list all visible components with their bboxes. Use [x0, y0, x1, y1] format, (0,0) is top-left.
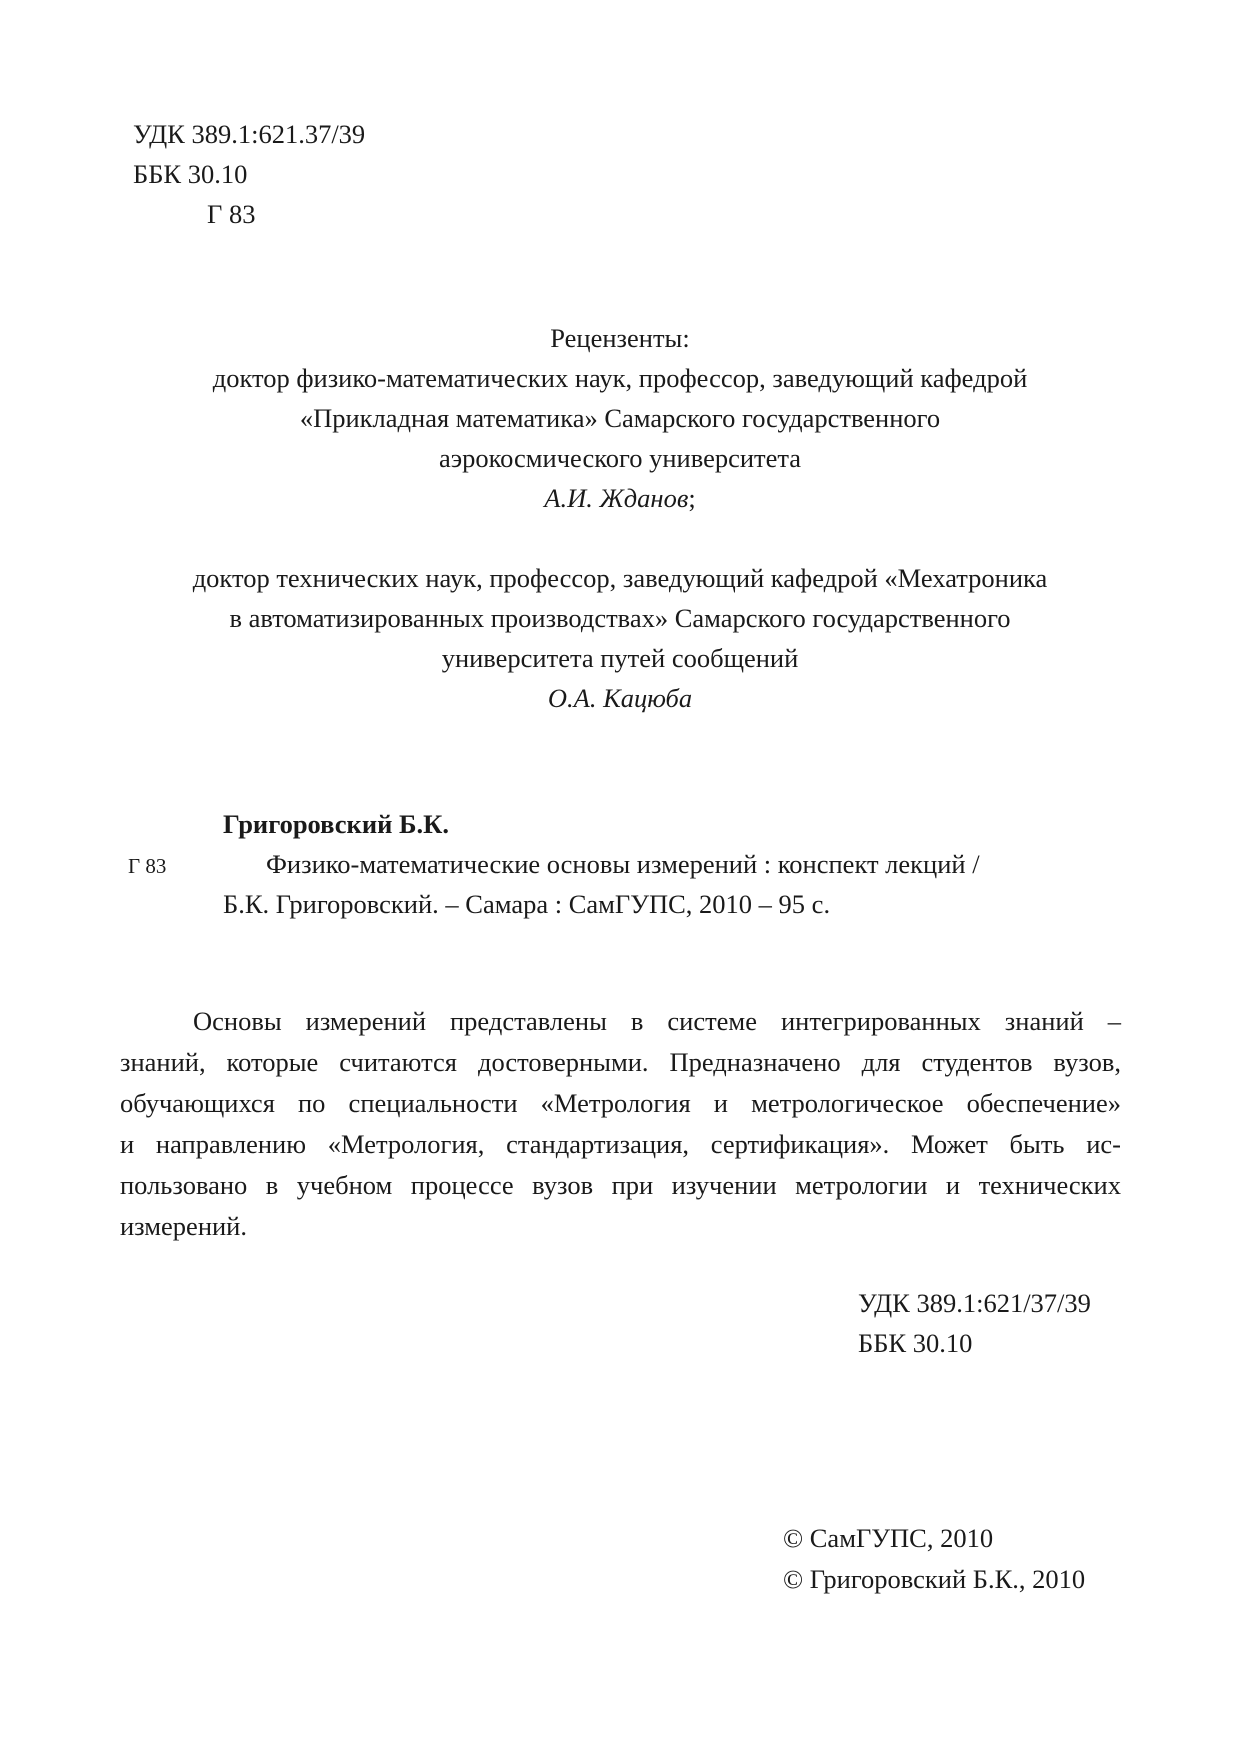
reviewer1-name-suffix: ; — [688, 483, 696, 513]
abstract-line: пользовано в учебном процессе вузов при изучении метрологии и технических — [120, 1170, 1121, 1200]
bbk-code-bottom: ББК 30.10 — [858, 1328, 973, 1358]
reviewers-heading: Рецензенты: — [550, 323, 690, 353]
classification-top — [133, 114, 365, 234]
reviewer1-line: аэрокосмического университета — [438, 443, 802, 473]
biblio-author: Григоровский Б.К. — [223, 809, 449, 839]
reviewer1-line: доктор физико-математических наук, профессор, заведующий кафедрой — [212, 363, 1028, 393]
bbk-code: ББК 30.10 — [133, 159, 248, 189]
biblio-imprint: Б.К. Григоровский. – Самара : СамГУПС, 2010 – 95 с. — [223, 889, 831, 919]
spacer — [100, 518, 1140, 558]
udk-code-bottom: УДК 389.1:621/37/39 — [858, 1288, 1091, 1318]
reviewer1-name-line — [100, 478, 1140, 518]
copyright-block — [783, 1518, 1085, 1600]
reviewer2-line: университета путей сообщений — [441, 643, 799, 673]
abstract-line: обучающихся по специальности «Метрология и метрологическое обеспечение» — [120, 1088, 1121, 1118]
biblio-title: Физико-математические основы измерений : конспект лекций / — [266, 849, 980, 879]
reviewer2-line: доктор технических наук, профессор, заведующий кафедрой «Мехатроника — [192, 563, 1048, 593]
udk-code: УДК 389.1:621.37/39 — [133, 119, 366, 149]
reviewers-section — [100, 318, 1140, 718]
reviewer1-name: А.И. Жданов — [544, 483, 689, 513]
abstract-line: Основы измерений представлены в системе интегрированных знаний – — [193, 1006, 1121, 1036]
copyright-publisher: © СамГУПС, 2010 — [783, 1523, 994, 1553]
reviewer2-line: в автоматизированных производствах» Самарского государственного — [229, 603, 1011, 633]
classification-bottom — [858, 1283, 1091, 1363]
reviewer2-name: О.А. Кацюба — [547, 683, 693, 713]
copyright-author: © Григоровский Б.К., 2010 — [783, 1564, 1086, 1594]
abstract-line: измерений. — [120, 1211, 247, 1241]
reviewer1-line: «Прикладная математика» Самарского государственного — [299, 403, 941, 433]
abstract-line: знаний, которые считаются достоверными. Предназначено для студентов вузов, — [120, 1047, 1121, 1077]
abstract-line: и направлению «Метрология, стандартизация, сертификация». Может быть ис- — [120, 1129, 1121, 1159]
author-mark: Г 83 — [207, 199, 256, 229]
biblio-code: Г 83 — [128, 854, 167, 878]
abstract-paragraph — [120, 1001, 1121, 1247]
